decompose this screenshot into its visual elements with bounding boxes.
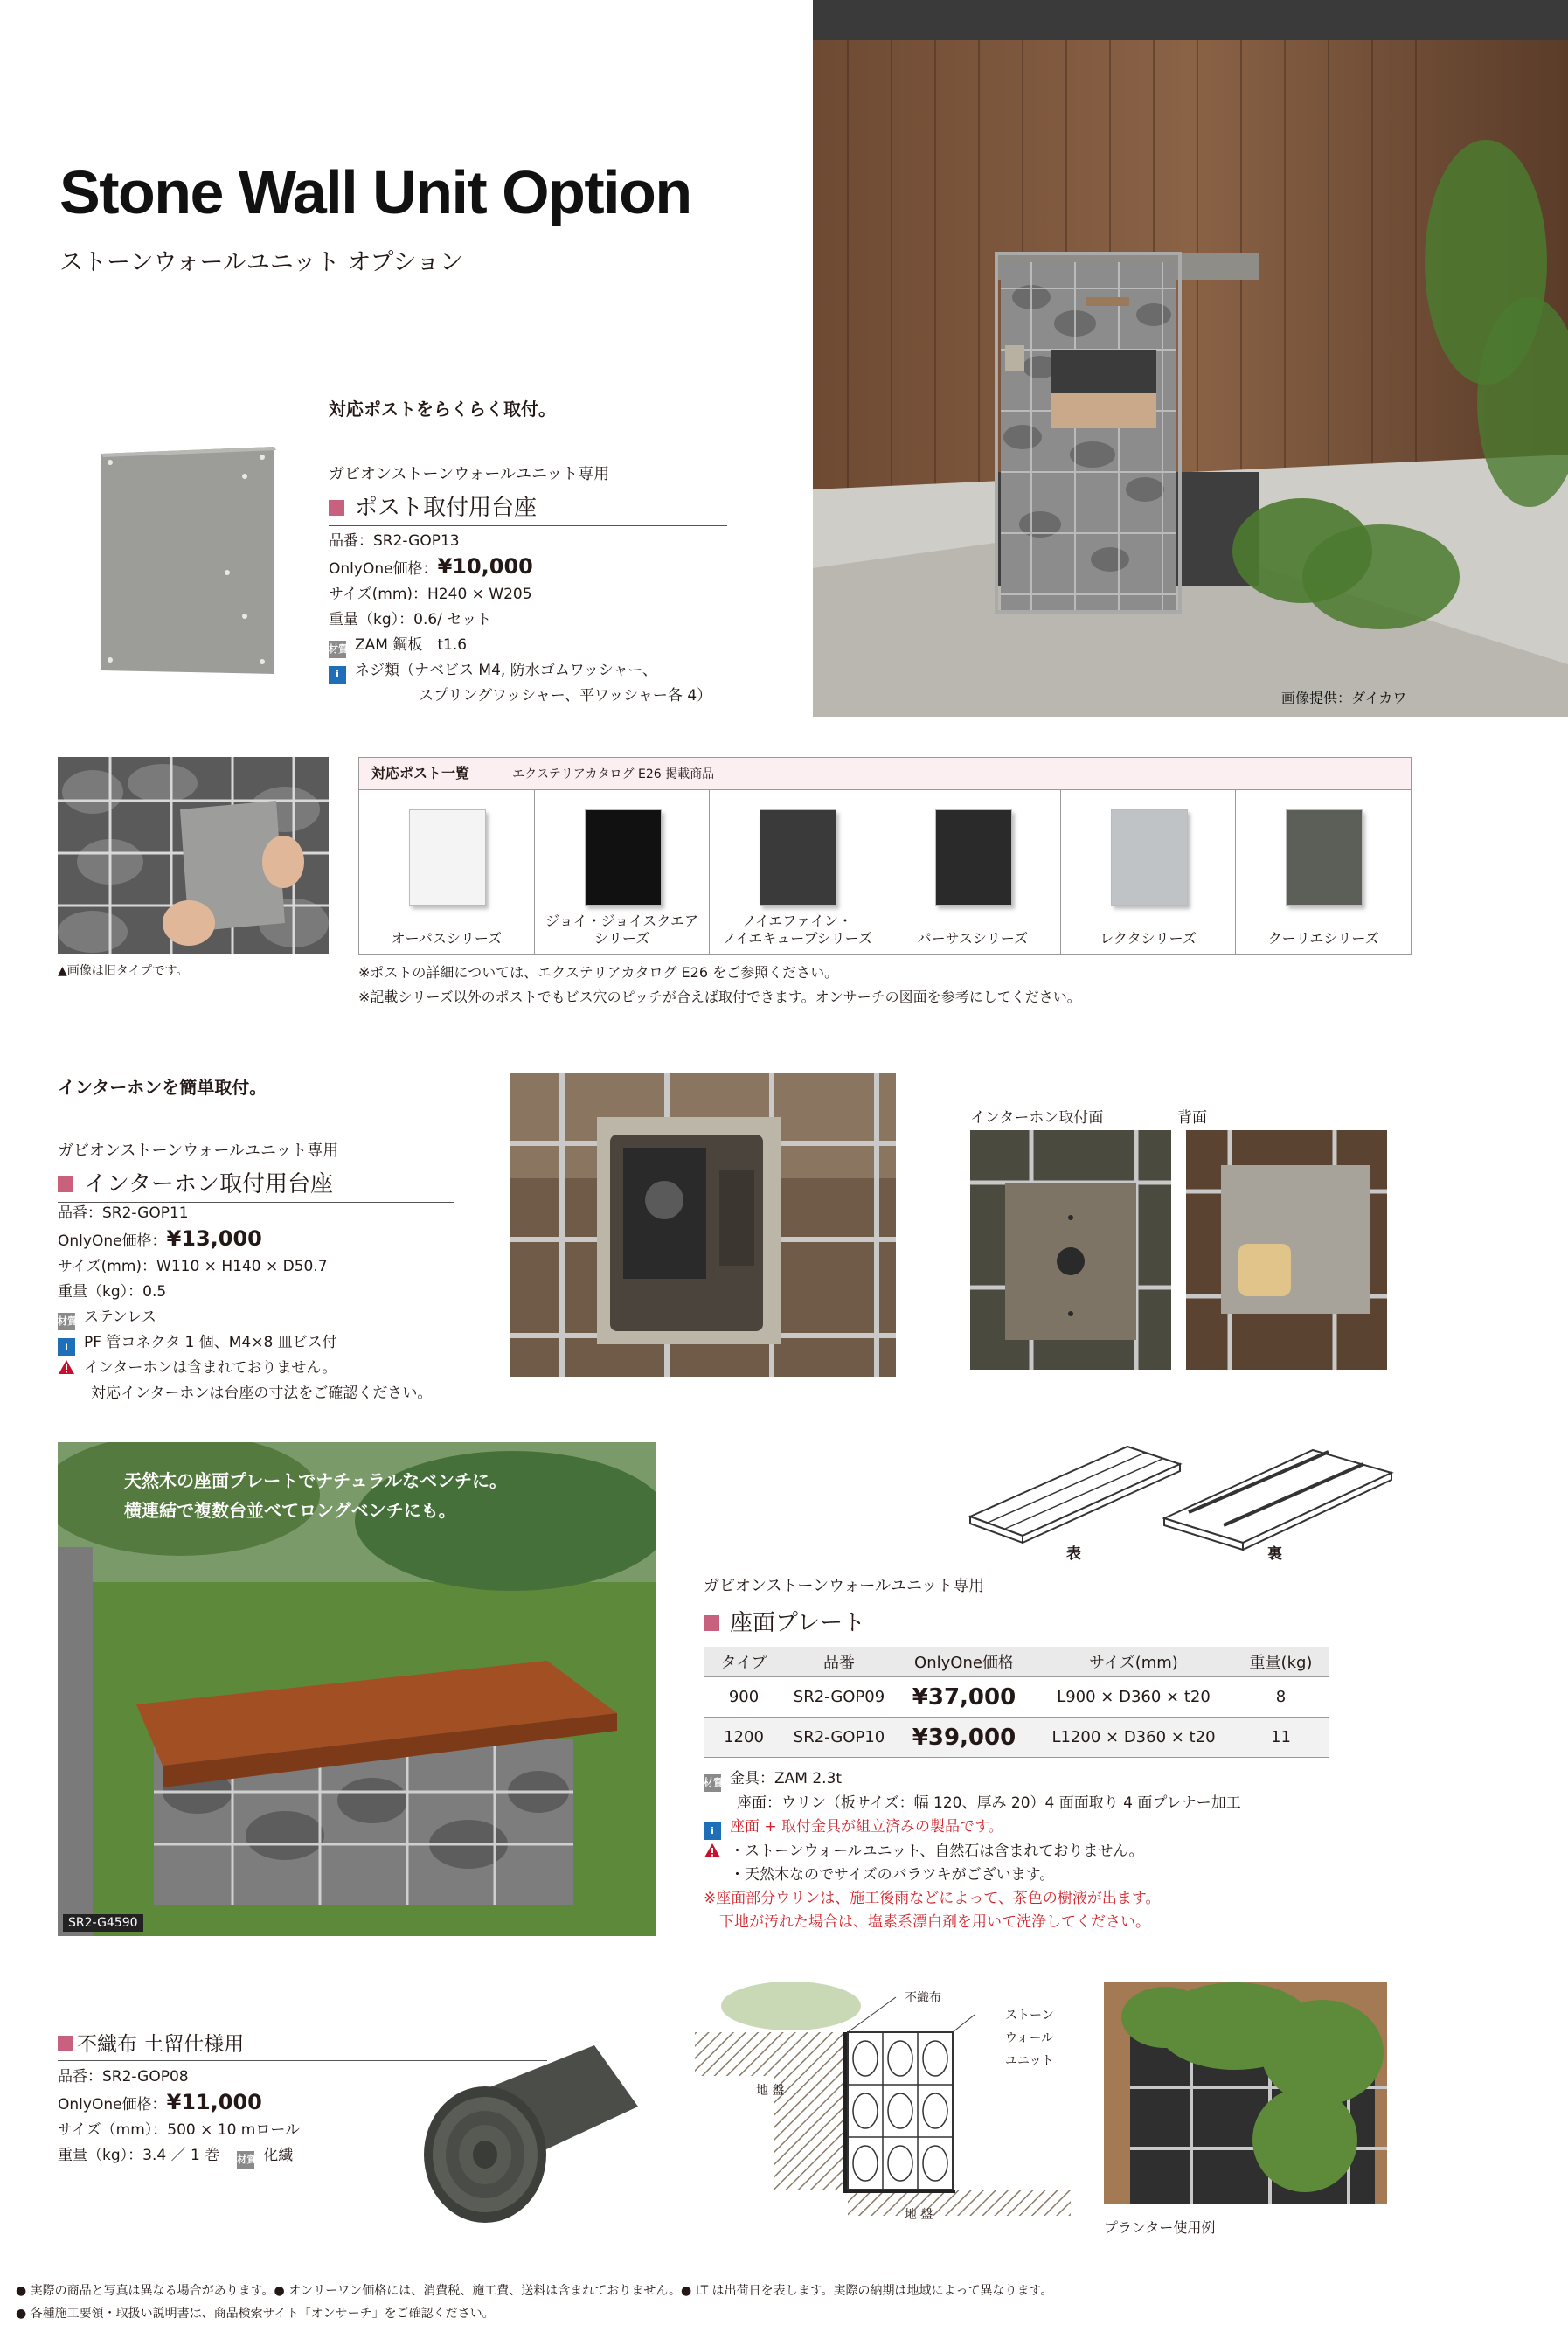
price-line bbox=[58, 2090, 300, 2118]
col-part: 品番 bbox=[784, 1647, 894, 1677]
bench-name bbox=[704, 1605, 865, 1637]
photo-credit: 画像提供：ダイカワ bbox=[1281, 690, 1407, 706]
info-badge-icon: i bbox=[58, 1338, 75, 1356]
info-line bbox=[704, 1815, 1241, 1840]
weight-line: 重量（kg）：0.6/ セット bbox=[329, 611, 492, 628]
post-series-image bbox=[1286, 809, 1363, 906]
bench-photo bbox=[58, 1442, 656, 1936]
table-row bbox=[704, 1677, 1329, 1718]
post-base-series: ガビオンストーンウォールユニット専用 bbox=[329, 465, 610, 483]
post-series-cell bbox=[535, 790, 711, 954]
intercom-name-text: インターホン取付用台座 bbox=[84, 1171, 333, 1197]
post-table-header bbox=[359, 758, 1411, 790]
material-badge-icon: 材質 bbox=[329, 641, 346, 658]
weight-text: 重量（kg）：3.4 ／ 1 巻 bbox=[58, 2147, 220, 2164]
post-series-label: レクタシリーズ bbox=[1100, 930, 1197, 947]
compatible-post-table bbox=[358, 757, 1412, 955]
post-series-cell bbox=[885, 790, 1061, 954]
post-series-image bbox=[760, 809, 836, 906]
intercom-series: ガビオンストーンウォールユニット専用 bbox=[58, 1142, 339, 1160]
weight-line: 重量（kg）：0.5 bbox=[58, 1283, 167, 1301]
seat-plate-table bbox=[704, 1647, 1329, 1758]
price-label: OnlyOne価格： bbox=[58, 2096, 167, 2113]
info-line bbox=[329, 658, 711, 684]
info-text: PF 管コネクタ 1 個、M4×8 皿ビス付 bbox=[84, 1334, 337, 1351]
post-series-image bbox=[409, 809, 486, 906]
post-base-specs bbox=[329, 529, 711, 709]
cell-price: ¥39,000 bbox=[894, 1718, 1034, 1758]
warning-icon bbox=[58, 1359, 75, 1377]
cell-weight: 11 bbox=[1233, 1718, 1329, 1758]
part-number: 品番：SR2-GOP13 bbox=[329, 532, 460, 550]
size-line: サイズ(mm)：H240 × W205 bbox=[329, 586, 532, 603]
diagram-back-label: 裏 bbox=[1267, 1545, 1282, 1563]
hero-photo bbox=[813, 0, 1568, 717]
intercom-front-photo bbox=[970, 1130, 1171, 1370]
material-text: 化繊 bbox=[263, 2147, 294, 2164]
footer-note-2: ● 各種施工要領・取扱い説明書は、商品検索サイト「オンサーチ」をご確認ください。 bbox=[16, 2307, 495, 2321]
seat-plate-diagram bbox=[961, 1420, 1398, 1569]
post-series-cell bbox=[1236, 790, 1411, 954]
material-badge-icon: 材質 bbox=[58, 1313, 75, 1330]
intercom-back-label: 背面 bbox=[1177, 1109, 1207, 1127]
warning-line bbox=[704, 1840, 1241, 1864]
post-series-image bbox=[1111, 809, 1188, 906]
diagram-ground-label-2: 地 盤 bbox=[905, 2208, 933, 2222]
warning-line-2: ・天然木なのでサイズのバラツキがございます。 bbox=[730, 1866, 1055, 1884]
size-line: サイズ（mm）：500 × 10 mロール bbox=[58, 2121, 301, 2139]
post-series-label: ジョイ・ジョイスクエア シリーズ bbox=[545, 913, 698, 947]
info-text: ネジ類（ナベビス M4, 防水ゴムワッシャー、 bbox=[355, 662, 657, 679]
part-number: 品番：SR2-GOP08 bbox=[58, 2068, 189, 2086]
intercom-back-photo bbox=[1186, 1130, 1387, 1370]
table-row bbox=[704, 1718, 1329, 1758]
info-badge-icon: i bbox=[704, 1822, 721, 1840]
col-type: タイプ bbox=[704, 1647, 784, 1677]
fabric-specs bbox=[58, 2065, 300, 2169]
price-value: ¥11,000 bbox=[166, 2090, 262, 2114]
col-weight: 重量(kg) bbox=[1233, 1647, 1329, 1677]
planter-photo bbox=[1104, 1982, 1387, 2204]
post-series-cell bbox=[1061, 790, 1237, 954]
cell-size: L900 × D360 × t20 bbox=[1034, 1677, 1233, 1718]
warning-text: インターホンは含まれておりません。 bbox=[84, 1359, 337, 1377]
col-price: OnlyOne価格 bbox=[894, 1647, 1034, 1677]
retaining-wall-diagram bbox=[695, 1971, 1071, 2233]
post-base-name bbox=[329, 489, 727, 526]
diagram-front-label: 表 bbox=[1066, 1545, 1081, 1563]
post-series-label: オーパスシリーズ bbox=[391, 930, 503, 947]
footer-note-1: ● 実際の商品と写真は異なる場合があります。● オンリーワン価格には、消費税、施工費、送料は含まれておりません。● LT は出荷日を表します。実際の納期は地域によって異なります。 bbox=[16, 2284, 1053, 2298]
post-base-lead: 対応ポストをらくらく取付。 bbox=[329, 399, 556, 420]
material-line-2: 座面：ウリン（板サイズ：幅 120、厚み 20）4 面面取り 4 面プレナー加工 bbox=[737, 1794, 1241, 1812]
marker-square bbox=[329, 500, 344, 516]
diagram-stone-label-3: ユニット bbox=[1005, 2054, 1054, 2068]
material-text: 金具：ZAM 2.3t bbox=[730, 1770, 843, 1787]
price-label: OnlyOne価格： bbox=[329, 560, 438, 578]
bench-name-text: 座面プレート bbox=[730, 1610, 865, 1636]
page-title: Stone Wall Unit Option bbox=[59, 158, 691, 226]
cell-size: L1200 × D360 × t20 bbox=[1034, 1718, 1233, 1758]
part-number: 品番：SR2-GOP11 bbox=[58, 1204, 189, 1222]
price-line bbox=[58, 1226, 432, 1254]
fabric-name-text: 不織布 土留仕様用 bbox=[77, 2033, 245, 2056]
diagram-ground-label-1: 地 盤 bbox=[756, 2084, 785, 2098]
cell-type: 900 bbox=[704, 1677, 784, 1718]
post-series-image bbox=[935, 809, 1012, 906]
intercom-lead: インターホンを簡単取付。 bbox=[58, 1077, 267, 1098]
post-series-label: パーサスシリーズ bbox=[917, 930, 1029, 947]
page-subtitle: ストーンウォールユニット オプション bbox=[59, 249, 463, 276]
fabric-roll-image bbox=[411, 2037, 647, 2229]
install-photo-note: ▲画像は旧タイプです。 bbox=[58, 964, 189, 978]
post-base-name-text: ポスト取付用台座 bbox=[355, 495, 538, 521]
post-base-image bbox=[96, 441, 280, 677]
material-line bbox=[704, 1767, 1241, 1792]
post-series-image bbox=[585, 809, 662, 906]
intercom-specs bbox=[58, 1201, 432, 1406]
info-badge-icon: i bbox=[329, 666, 346, 684]
price-line bbox=[329, 554, 711, 582]
install-photo bbox=[58, 757, 329, 954]
intercom-front-label: インターホン取付面 bbox=[970, 1109, 1104, 1127]
material-line bbox=[58, 1305, 432, 1330]
weight-line bbox=[58, 2143, 300, 2169]
material-badge-icon: 材質 bbox=[704, 1774, 721, 1792]
diagram-stone-label-1: ストーン bbox=[1005, 2009, 1054, 2023]
post-table-title: 対応ポスト一覧 bbox=[371, 765, 470, 781]
marker-square bbox=[704, 1615, 719, 1631]
planter-caption: プランター使用例 bbox=[1104, 2219, 1216, 2236]
price-value: ¥10,000 bbox=[437, 554, 533, 579]
info-text: 座面 + 取付金具が組立済みの製品です。 bbox=[730, 1818, 1003, 1836]
warning-line bbox=[58, 1356, 432, 1381]
post-series-label: クーリエシリーズ bbox=[1267, 930, 1379, 947]
intercom-name bbox=[58, 1166, 454, 1203]
warning-text: ・ストーンウォールユニット、自然石は含まれておりません。 bbox=[730, 1843, 1144, 1860]
diagram-fabric-label: 不織布 bbox=[905, 1991, 941, 2005]
bench-photo-text-2: 横連結で複数台並べてロングベンチにも。 bbox=[124, 1500, 456, 1521]
bench-series: ガビオンストーンウォールユニット専用 bbox=[704, 1577, 985, 1595]
cell-part: SR2-GOP10 bbox=[784, 1718, 894, 1758]
post-note-2: ※記載シリーズ以外のポストでもビス穴のピッチが合えば取付できます。オンサーチの図面を参考にしてください。 bbox=[358, 989, 1081, 1005]
material-line bbox=[329, 633, 711, 658]
post-table-catalog: エクステリアカタログ E26 掲載商品 bbox=[512, 767, 715, 781]
diagram-stone-label-2: ウォール bbox=[1005, 2031, 1054, 2045]
cell-weight: 8 bbox=[1233, 1677, 1329, 1718]
marker-square bbox=[58, 2036, 73, 2051]
post-cells bbox=[359, 790, 1411, 954]
bench-photo-tag: SR2-G4590 bbox=[63, 1914, 143, 1932]
size-line: サイズ(mm)：W110 × H140 × D50.7 bbox=[58, 1258, 328, 1275]
red-note-2: 下地が汚れた場合は、塩素系漂白剤を用いて洗浄してください。 bbox=[719, 1913, 1150, 1931]
warning-line-2: 対応インターホンは台座の寸法をご確認ください。 bbox=[91, 1385, 433, 1402]
price-label: OnlyOne価格： bbox=[58, 1232, 167, 1250]
price-value: ¥13,000 bbox=[166, 1226, 262, 1251]
bench-specs bbox=[704, 1767, 1241, 1934]
post-series-label: ノイエファイン・ ノイエキューブシリーズ bbox=[722, 913, 873, 947]
post-series-cell bbox=[359, 790, 535, 954]
post-series-cell bbox=[710, 790, 885, 954]
post-note-1: ※ポストの詳細については、エクステリアカタログ E26 をご参照ください。 bbox=[358, 964, 839, 981]
info-line-2: スプリングワッシャー、平ワッシャー各 4） bbox=[419, 687, 712, 704]
cell-price: ¥37,000 bbox=[894, 1677, 1034, 1718]
cell-part: SR2-GOP09 bbox=[784, 1677, 894, 1718]
material-text: ステンレス bbox=[84, 1308, 156, 1326]
warning-icon bbox=[704, 1843, 721, 1860]
marker-square bbox=[58, 1176, 73, 1192]
material-badge-icon: 材質 bbox=[237, 2151, 254, 2169]
col-size: サイズ(mm) bbox=[1034, 1647, 1233, 1677]
intercom-photo bbox=[510, 1073, 896, 1377]
bench-photo-text-1: 天然木の座面プレートでナチュラルなベンチに。 bbox=[124, 1470, 507, 1491]
info-line bbox=[58, 1330, 432, 1356]
red-note-1: ※座面部分ウリンは、施工後雨などによって、茶色の樹液が出ます。 bbox=[704, 1890, 1161, 1907]
cell-type: 1200 bbox=[704, 1718, 784, 1758]
material-text: ZAM 鋼板 t1.6 bbox=[355, 636, 468, 654]
